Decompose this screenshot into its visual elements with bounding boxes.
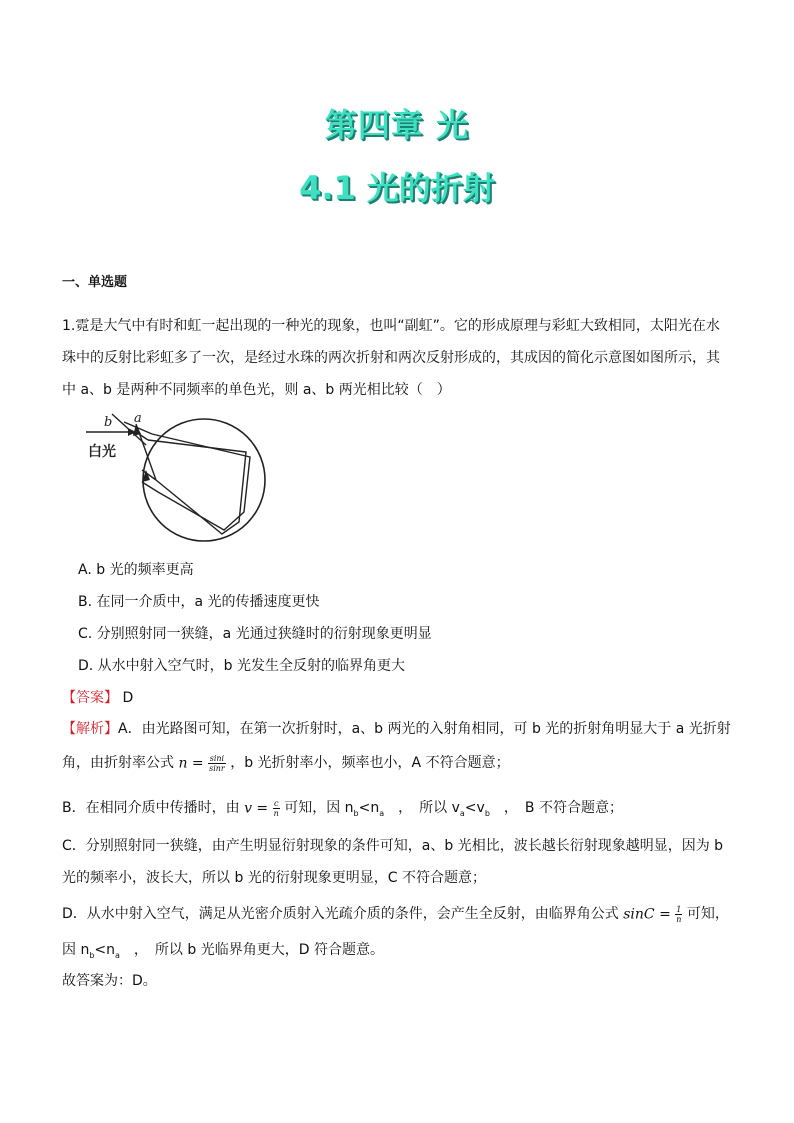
explanation-text: B．在相同介质中传播时，由 [62, 800, 245, 816]
chapter-title: 第四章 光 [324, 106, 470, 144]
formula-lhs: sinC = [623, 906, 671, 922]
explanation-line-8: 故答案为：D。 [62, 973, 157, 989]
explanation-line-1 [62, 718, 732, 738]
rainbow-diagram [84, 412, 274, 542]
critical-angle-formula [623, 905, 682, 924]
explanation-text: 角，由折射率公式 [62, 755, 179, 771]
explanation-text: 可知，因 n [284, 800, 354, 816]
speed-formula [244, 799, 280, 818]
label-b: b [104, 415, 113, 430]
explanation-line-6 [62, 903, 732, 924]
formula-fraction [675, 905, 682, 924]
label-white-light: 白光 [88, 444, 116, 460]
explanation-label: 【解析】 [62, 721, 118, 737]
formula-lhs: n = [178, 755, 204, 771]
option-c[interactable]: C. 分别照射同一狭缝，a 光通过狭缝时的衍射现象更明显 [78, 626, 432, 642]
section-header: 一、单选题 [62, 275, 128, 290]
answer-line [62, 687, 133, 707]
formula-fraction [208, 754, 226, 773]
explanation-text-a: A．由光路图可知，在第一次折射时，a、b 两光的入射角相同，可 b 光的折射角明显大于 a 光折射 [118, 721, 731, 737]
formula-denominator: n [273, 808, 279, 818]
label-a: a [134, 412, 142, 426]
refraction-index-formula [178, 754, 225, 773]
question-text: 1.霓是大气中有时和虹一起出现的一种光的现象，也叫“副虹”。它的形成原理与彩虹大致相同，太阳光在水珠中的反射比彩虹多了一次，是经过水珠的两次折射和两次反射形成的，其成因的简化示意图如图所示，其中 a、b 是两种不同频率的单色光，则 a、b 两光相比较（ ） [62, 318, 720, 398]
subscript: a [115, 950, 120, 960]
subscript: a [459, 808, 465, 818]
subscript: b [484, 808, 490, 818]
explanation-text: ，b 光折射率小，频率也小，A 不符合题意； [230, 755, 510, 771]
explanation-line-4: C．分别照射同一狭缝，由产生明显衍射现象的条件可知，a、b 光相比，波长越长衍射现象越明显，因为 b [62, 838, 724, 854]
subscript: a [379, 808, 385, 818]
explanation-text: <n [94, 942, 116, 958]
explanation-text: <n [358, 800, 380, 816]
explanation-text: ， 所以 v [384, 800, 460, 816]
explanation-line-5: 光的频率小，波长大，所以 b 光的衍射现象更明显，C 不符合题意； [62, 870, 487, 886]
formula-numerator: sini [209, 753, 225, 763]
formula-numerator: 1 [676, 904, 682, 914]
water-droplet-circle [143, 419, 265, 541]
formula-lhs: v = [244, 800, 269, 816]
formula-denominator: sinr [209, 763, 225, 773]
inner-path-2 [152, 434, 250, 530]
subscript: b [89, 950, 95, 960]
option-d[interactable]: D. 从水中射入空气时，b 光发生全反射的临界角更大 [78, 658, 406, 674]
explanation-line-7 [62, 939, 732, 960]
subscript: b [353, 808, 359, 818]
answer-value: D [118, 690, 134, 706]
option-a[interactable]: A. b 光的频率更高 [78, 562, 194, 578]
explanation-text: ， 所以 b 光临界角更大，D 符合题意。 [119, 942, 384, 958]
explanation-text: 因 n [62, 942, 90, 958]
formula-fraction [273, 799, 280, 818]
formula-denominator: n [676, 914, 682, 924]
inner-path-1 [148, 440, 246, 534]
option-b[interactable]: B. 在同一介质中，a 光的传播速度更快 [78, 594, 320, 610]
explanation-line-2 [62, 752, 732, 773]
answer-label: 【答案】 [62, 690, 118, 706]
section-title: 4.1 光的折射 [299, 169, 495, 207]
explanation-line-3 [62, 797, 732, 818]
explanation-text: 可知， [686, 906, 729, 922]
explanation-text: <v [464, 800, 485, 816]
formula-numerator: c [273, 798, 279, 808]
explanation-text: ， B 不符合题意； [489, 800, 623, 816]
explanation-text: D．从水中射入空气，满足从光密介质射入光疏介质的条件，会产生全反射，由临界角公式 [62, 906, 624, 922]
